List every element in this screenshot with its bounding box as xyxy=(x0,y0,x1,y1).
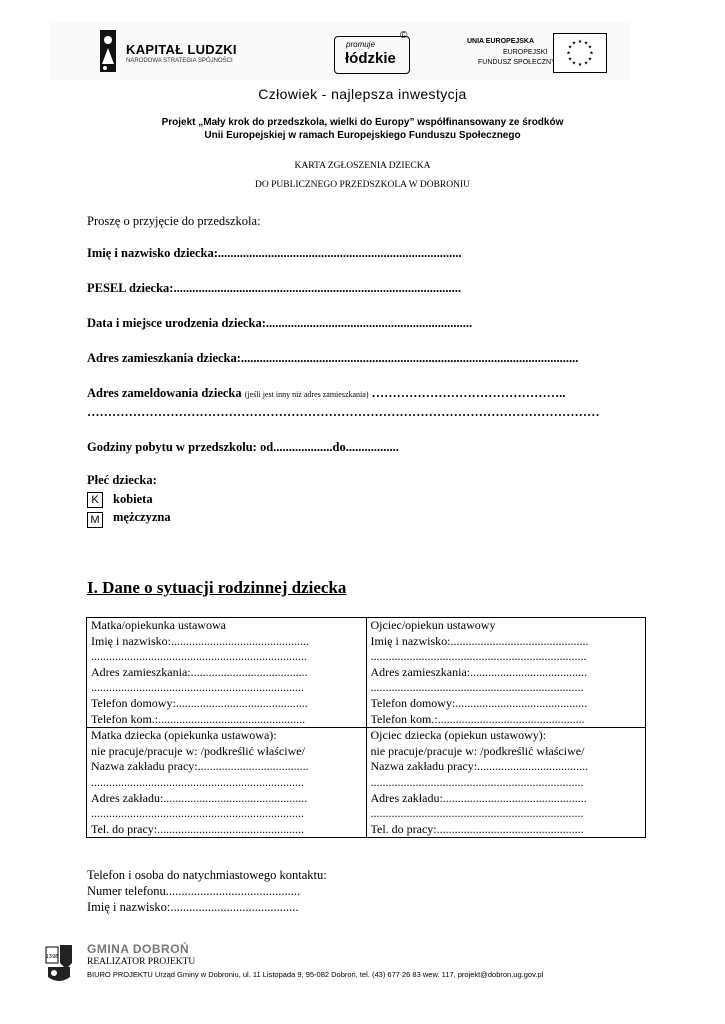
biuro-projektu-address: BIURO PROJEKTU Urząd Gminy w Dobroniu, ul. 11 Listopada 9, 95-082 Dobroń, tel. (43) 677 26 83 wew. 117, projekt@dobron.ug.gov.pl xyxy=(87,970,544,979)
kapital-ludzki-logo-icon xyxy=(96,28,120,74)
slogan: Człowiek - najlepsza inwestycja xyxy=(258,86,467,102)
svg-text:★: ★ xyxy=(567,56,573,63)
svg-text:★: ★ xyxy=(583,40,589,47)
svg-text:★: ★ xyxy=(587,56,593,63)
svg-text:★: ★ xyxy=(589,50,594,57)
table-cell-line: Adres zamieszkania:....................................... xyxy=(91,664,308,679)
table-cell-line: ....................................................................... xyxy=(91,806,304,821)
table-cell-line: Ojciec/opiekun ustawowy xyxy=(370,618,496,632)
table-cell-line: Matka dziecka (opiekunka ustawowa): xyxy=(91,728,277,743)
table-cell-line: Telefon domowy:............................................ xyxy=(370,695,588,710)
eu-flag-icon xyxy=(553,33,607,73)
table-cell-line: ........................................................................ xyxy=(91,649,307,664)
card-title-line1: KARTA ZGŁOSZENIA DZIECKA xyxy=(294,161,431,171)
table-cell-line: ....................................................................... xyxy=(91,774,304,789)
table-cell-line: nie pracuje/pracuje w: /podkreślić właściwe/ xyxy=(370,743,585,758)
gender-k-checkbox[interactable]: K xyxy=(87,492,103,508)
gender-m-label: mężczyzna xyxy=(113,510,171,524)
father-contact-cell[interactable] xyxy=(366,618,646,728)
ue-line1: UNIA EUROPEJSKA xyxy=(467,38,535,45)
table-cell-line: Adres zakładu:................................................ xyxy=(91,790,308,805)
registered-note: (jeśli jest inny niż adres zamieszkania) xyxy=(244,390,369,399)
child-registered-address-field[interactable] xyxy=(87,386,565,401)
gmina-dobron-title: GMINA DOBROŃ xyxy=(87,942,190,956)
copyright-sign: © xyxy=(400,30,408,41)
table-cell-line: Matka/opiekunka ustawowa xyxy=(91,618,226,632)
gmina-dobron-crest-icon xyxy=(44,943,74,987)
child-address-field[interactable]: Adres zamieszkania dziecka:............................................................................................................ xyxy=(87,351,579,365)
gender-k-label: kobieta xyxy=(113,492,153,506)
svg-text:★: ★ xyxy=(566,50,571,57)
table-cell-line: Telefon kom.:................................................. xyxy=(370,711,585,726)
emergency-phone-field[interactable]: Numer telefonu........................................... xyxy=(87,884,301,898)
table-cell-line: Imię i nazwisko:.............................................. xyxy=(370,633,589,648)
table-cell-line: Nazwa zakładu pracy:..................................... xyxy=(370,759,589,774)
table-cell-line: Adres zamieszkania:....................................... xyxy=(370,664,588,679)
father-work-cell[interactable] xyxy=(366,728,646,838)
project-line2: Unii Europejskiej w ramach Europejskiego Funduszu Społecznego xyxy=(204,130,521,141)
mother-contact-cell[interactable] xyxy=(87,618,367,728)
svg-text:★: ★ xyxy=(587,44,593,51)
table-cell-line: Telefon domowy:............................................ xyxy=(91,695,308,710)
gender-m-checkbox[interactable]: M xyxy=(87,512,103,528)
svg-text:★: ★ xyxy=(567,44,573,51)
ue-line3: FUNDUSZ SPOŁECZNY xyxy=(478,59,556,66)
card-title-line2: DO PUBLICZNEGO PRZEDSZKOLA W DOBRONIU xyxy=(255,180,470,190)
kapital-ludzki-subtitle: NARODOWA STRATEGIA SPÓJNOŚCI xyxy=(126,58,233,64)
project-line1: Projekt „Mały krok do przedszkola, wielki do Europy” współfinansowany ze środków xyxy=(161,117,564,128)
table-cell-line: Telefon kom.:................................................. xyxy=(91,711,306,726)
child-birth-field[interactable]: Data i miejsce urodzenia dziecka:.................................................................. xyxy=(87,316,473,330)
mother-work-cell[interactable] xyxy=(87,728,367,838)
kapital-ludzki-title: KAPITAŁ LUDZKI xyxy=(126,42,237,57)
family-table xyxy=(86,617,646,838)
ue-line2: EUROPEJSKI xyxy=(503,49,548,56)
emergency-contact-label: Telefon i osoba do natychmiastowego kontaktu: xyxy=(87,868,327,882)
registered-address-line2[interactable]: …………………………………………………………………………………………………………… xyxy=(87,405,600,419)
table-cell-line: Adres zakładu:................................................ xyxy=(370,790,587,805)
table-cell-line: ........................................................................ xyxy=(370,649,587,664)
table-row xyxy=(87,618,646,728)
table-cell-line: Nazwa zakładu pracy:..................................... xyxy=(91,759,309,774)
gender-label: Płeć dziecka: xyxy=(87,473,157,487)
lodzkie-text: łódzkie xyxy=(345,50,396,67)
table-cell-line: Imię i nazwisko:.............................................. xyxy=(91,633,309,648)
registered-label: Adres zameldowania dziecka xyxy=(87,386,242,400)
svg-text:★: ★ xyxy=(583,60,589,67)
svg-text:★: ★ xyxy=(571,40,577,47)
table-cell-line: Ojciec dziecka (opiekun ustawowy): xyxy=(370,728,547,743)
table-cell-line: nie pracuje/pracuje w: /podkreślić właściwe/ xyxy=(91,743,305,758)
svg-text:1398: 1398 xyxy=(45,954,59,960)
emergency-name-field[interactable]: Imię i nazwisko:......................................... xyxy=(87,900,299,914)
svg-text:★: ★ xyxy=(577,62,583,68)
table-cell-line: ....................................................................... xyxy=(91,680,304,695)
table-cell-line: Tel. do pracy:................................................. xyxy=(370,821,584,836)
svg-text:★: ★ xyxy=(577,39,583,45)
attendance-hours-field[interactable]: Godziny pobytu w przedszkolu: od...................do................. xyxy=(87,440,399,454)
child-pesel-field[interactable]: PESEL dziecka:............................................................................................ xyxy=(87,281,461,295)
promuje-text: promuje xyxy=(346,40,375,49)
table-cell-line: ....................................................................... xyxy=(370,806,584,821)
table-row xyxy=(87,728,646,838)
section-title: I. Dane o sytuacji rodzinnej dziecka xyxy=(87,578,347,597)
table-cell-line: ....................................................................... xyxy=(370,680,584,695)
child-name-field[interactable]: Imię i nazwisko dziecka:.............................................................................. xyxy=(87,246,462,260)
registered-dots: ……………………………………….. xyxy=(371,386,566,400)
realizator-label: REALIZATOR PROJEKTU xyxy=(87,957,196,967)
form-intro: Proszę o przyjęcie do przedszkola: xyxy=(87,214,261,228)
table-cell-line: Tel. do pracy:................................................. xyxy=(91,821,305,836)
table-cell-line: ....................................................................... xyxy=(370,774,584,789)
svg-text:★: ★ xyxy=(571,60,577,67)
